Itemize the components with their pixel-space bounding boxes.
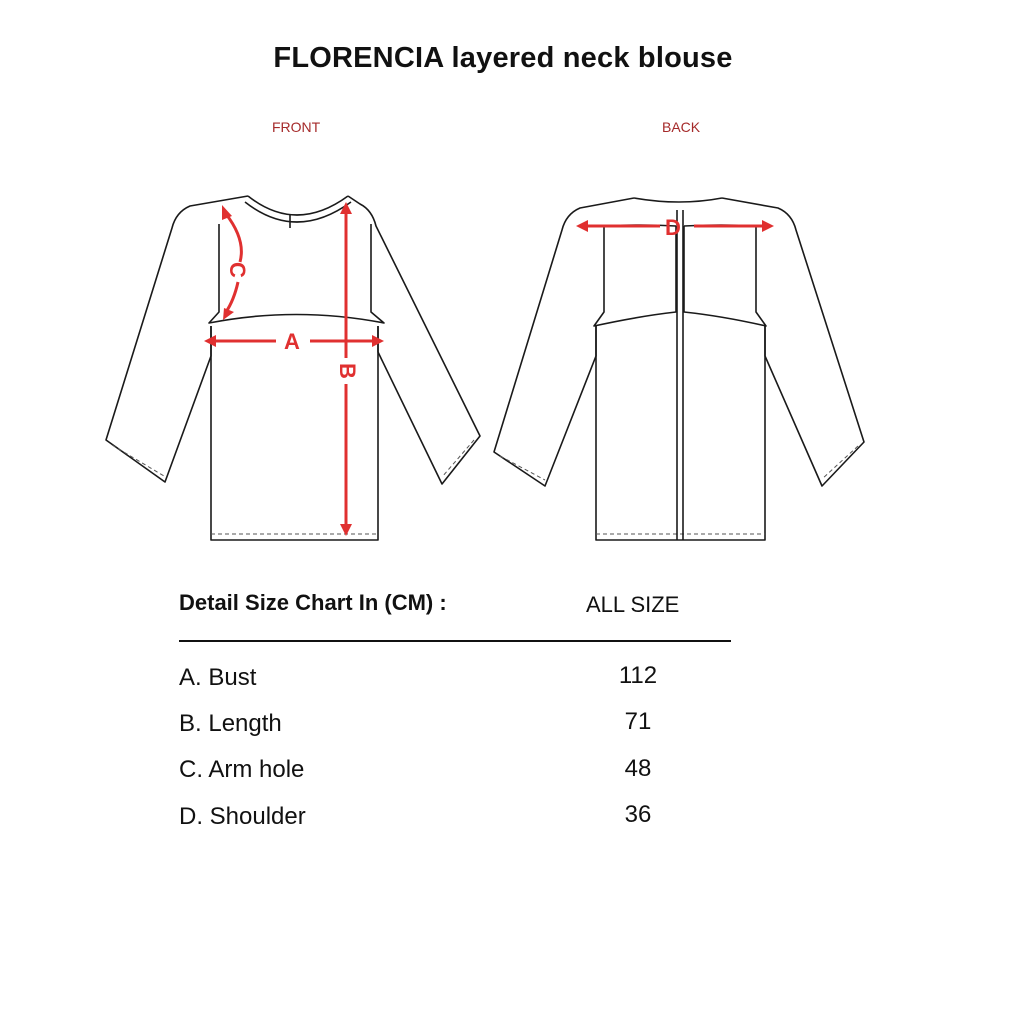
size-chart-divider <box>179 640 731 642</box>
back-blouse-drawing <box>494 198 864 540</box>
marker-a: A <box>284 329 300 354</box>
size-row-label: C. Arm hole <box>179 756 305 783</box>
size-row-label: D. Shoulder <box>179 803 306 830</box>
measure-a-bust <box>204 329 384 354</box>
marker-d: D <box>665 215 681 240</box>
size-row-value: 48 <box>624 755 652 782</box>
marker-c: C <box>225 262 251 278</box>
size-row-label: B. Length <box>179 710 282 737</box>
size-chart-column-header: ALL SIZE <box>586 592 680 617</box>
front-view-label: FRONT <box>272 119 321 135</box>
front-blouse-drawing <box>106 196 480 540</box>
size-row-label: A. Bust <box>179 664 257 691</box>
size-row-value: 112 <box>618 662 658 689</box>
size-chart-heading: Detail Size Chart In (CM) : <box>179 590 447 615</box>
measure-b-length <box>335 202 360 536</box>
measure-d-shoulder <box>576 215 774 240</box>
back-view-label: BACK <box>662 119 701 135</box>
page-title: FLORENCIA layered neck blouse <box>273 42 733 74</box>
measure-c-arm-hole <box>222 205 250 320</box>
size-row-value: 36 <box>624 801 652 828</box>
marker-b: B <box>335 363 361 379</box>
size-row-value: 71 <box>624 708 652 735</box>
